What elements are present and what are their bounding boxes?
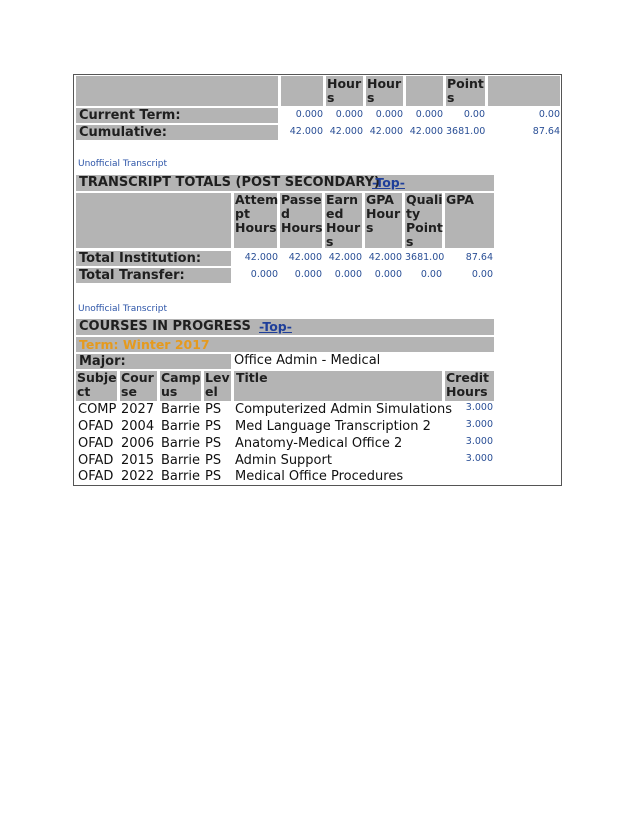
course-header-course: Cour se xyxy=(121,370,154,399)
course-level: PS xyxy=(205,436,222,451)
course-header-credit: Credit Hours xyxy=(446,370,490,399)
current-term-value: 0.00 xyxy=(463,109,485,120)
course-title: Medical Office Procedures xyxy=(235,469,404,484)
course-header-title: Title xyxy=(236,370,268,385)
course-title: Admin Support xyxy=(235,453,332,468)
cumulative-value: 87.64 xyxy=(532,126,560,137)
course-number: 2015 xyxy=(121,453,155,468)
total-institution-value: 42.000 xyxy=(288,252,322,263)
totals-header-gpa: GPA xyxy=(446,192,474,207)
course-credit: 3.000 xyxy=(465,419,493,430)
summary-header-cell xyxy=(281,76,323,106)
totals-header-earned: Earn ed Hour s xyxy=(326,192,361,249)
major-label: Major: xyxy=(79,354,126,369)
transcript-totals-top-link[interactable]: -Top- xyxy=(372,175,405,190)
course-number: 2022 xyxy=(121,469,155,484)
summary-header-points: Point s xyxy=(447,76,484,105)
transcript-totals-title: TRANSCRIPT TOTALS (POST SECONDARY) xyxy=(79,175,380,190)
course-header-level: Lev el xyxy=(205,370,230,399)
total-institution-value: 87.64 xyxy=(465,252,493,263)
total-transfer-value: 0.00 xyxy=(471,269,493,280)
course-number: 2004 xyxy=(121,419,155,434)
total-transfer-value: 0.000 xyxy=(374,269,402,280)
cumulative-value: 42.000 xyxy=(369,126,403,137)
course-subject: OFAD xyxy=(78,453,114,468)
current-term-value: 0.000 xyxy=(295,109,323,120)
course-level: PS xyxy=(205,419,222,434)
course-number: 2027 xyxy=(121,402,155,417)
course-title: Anatomy-Medical Office 2 xyxy=(235,436,403,451)
current-term-value: 0.000 xyxy=(375,109,403,120)
cumulative-label: Cumulative: xyxy=(79,125,167,140)
course-level: PS xyxy=(205,469,222,484)
total-transfer-value: 0.00 xyxy=(420,269,442,280)
current-term-value: 0.00 xyxy=(538,109,560,120)
course-number: 2006 xyxy=(121,436,155,451)
cumulative-value: 42.000 xyxy=(289,126,323,137)
course-level: PS xyxy=(205,402,222,417)
summary-header-left xyxy=(76,76,278,106)
course-subject: OFAD xyxy=(78,469,114,484)
term-label: Term: Winter 2017 xyxy=(79,337,210,352)
cumulative-value: 42.000 xyxy=(409,126,443,137)
totals-header-quality-points: Quali ty Point s xyxy=(406,192,443,249)
total-transfer-value: 0.000 xyxy=(334,269,362,280)
current-term-value: 0.000 xyxy=(335,109,363,120)
totals-header-left xyxy=(76,193,231,248)
total-institution-value: 42.000 xyxy=(244,252,278,263)
course-subject: OFAD xyxy=(78,419,114,434)
summary-header-hours-1: Hour s xyxy=(327,76,362,105)
summary-header-cell xyxy=(488,76,560,106)
summary-header-hours-2: Hour s xyxy=(367,76,402,105)
unofficial-transcript-label: Unofficial Transcript xyxy=(78,304,167,314)
course-header-campus: Camp us xyxy=(161,370,201,399)
course-campus: Barrie xyxy=(161,419,200,434)
cumulative-value: 3681.00 xyxy=(446,126,486,137)
total-institution-value: 3681.00 xyxy=(405,252,445,263)
course-campus: Barrie xyxy=(161,469,200,484)
course-title: Med Language Transcription 2 xyxy=(235,419,431,434)
course-title: Computerized Admin Simulations xyxy=(235,402,453,417)
total-institution-value: 42.000 xyxy=(368,252,402,263)
major-value: Office Admin - Medical xyxy=(234,353,381,368)
course-credit: 3.000 xyxy=(465,453,493,464)
cumulative-value: 42.000 xyxy=(329,126,363,137)
total-transfer-value: 0.000 xyxy=(250,269,278,280)
course-credit: 3.000 xyxy=(465,436,493,447)
totals-header-passed: Passe d Hours xyxy=(281,192,323,235)
total-institution-value: 42.000 xyxy=(328,252,362,263)
total-institution-label: Total Institution: xyxy=(79,251,202,266)
unofficial-transcript-label: Unofficial Transcript xyxy=(78,159,167,169)
course-header-subject: Subje ct xyxy=(77,370,117,399)
current-term-label: Current Term: xyxy=(79,108,181,123)
course-campus: Barrie xyxy=(161,402,200,417)
course-subject: OFAD xyxy=(78,436,114,451)
totals-header-attempt: Attem pt Hours xyxy=(235,192,279,235)
course-campus: Barrie xyxy=(161,436,200,451)
total-transfer-value: 0.000 xyxy=(294,269,322,280)
summary-header-cell xyxy=(406,76,443,106)
current-term-value: 0.000 xyxy=(415,109,443,120)
total-transfer-label: Total Transfer: xyxy=(79,268,185,283)
courses-top-link[interactable]: -Top- xyxy=(259,319,292,334)
course-credit: 3.000 xyxy=(465,402,493,413)
course-campus: Barrie xyxy=(161,453,200,468)
course-subject: COMP xyxy=(78,402,117,417)
totals-header-gpa-hours: GPA Hour s xyxy=(366,192,401,235)
course-level: PS xyxy=(205,453,222,468)
courses-title: COURSES IN PROGRESS xyxy=(79,319,251,334)
